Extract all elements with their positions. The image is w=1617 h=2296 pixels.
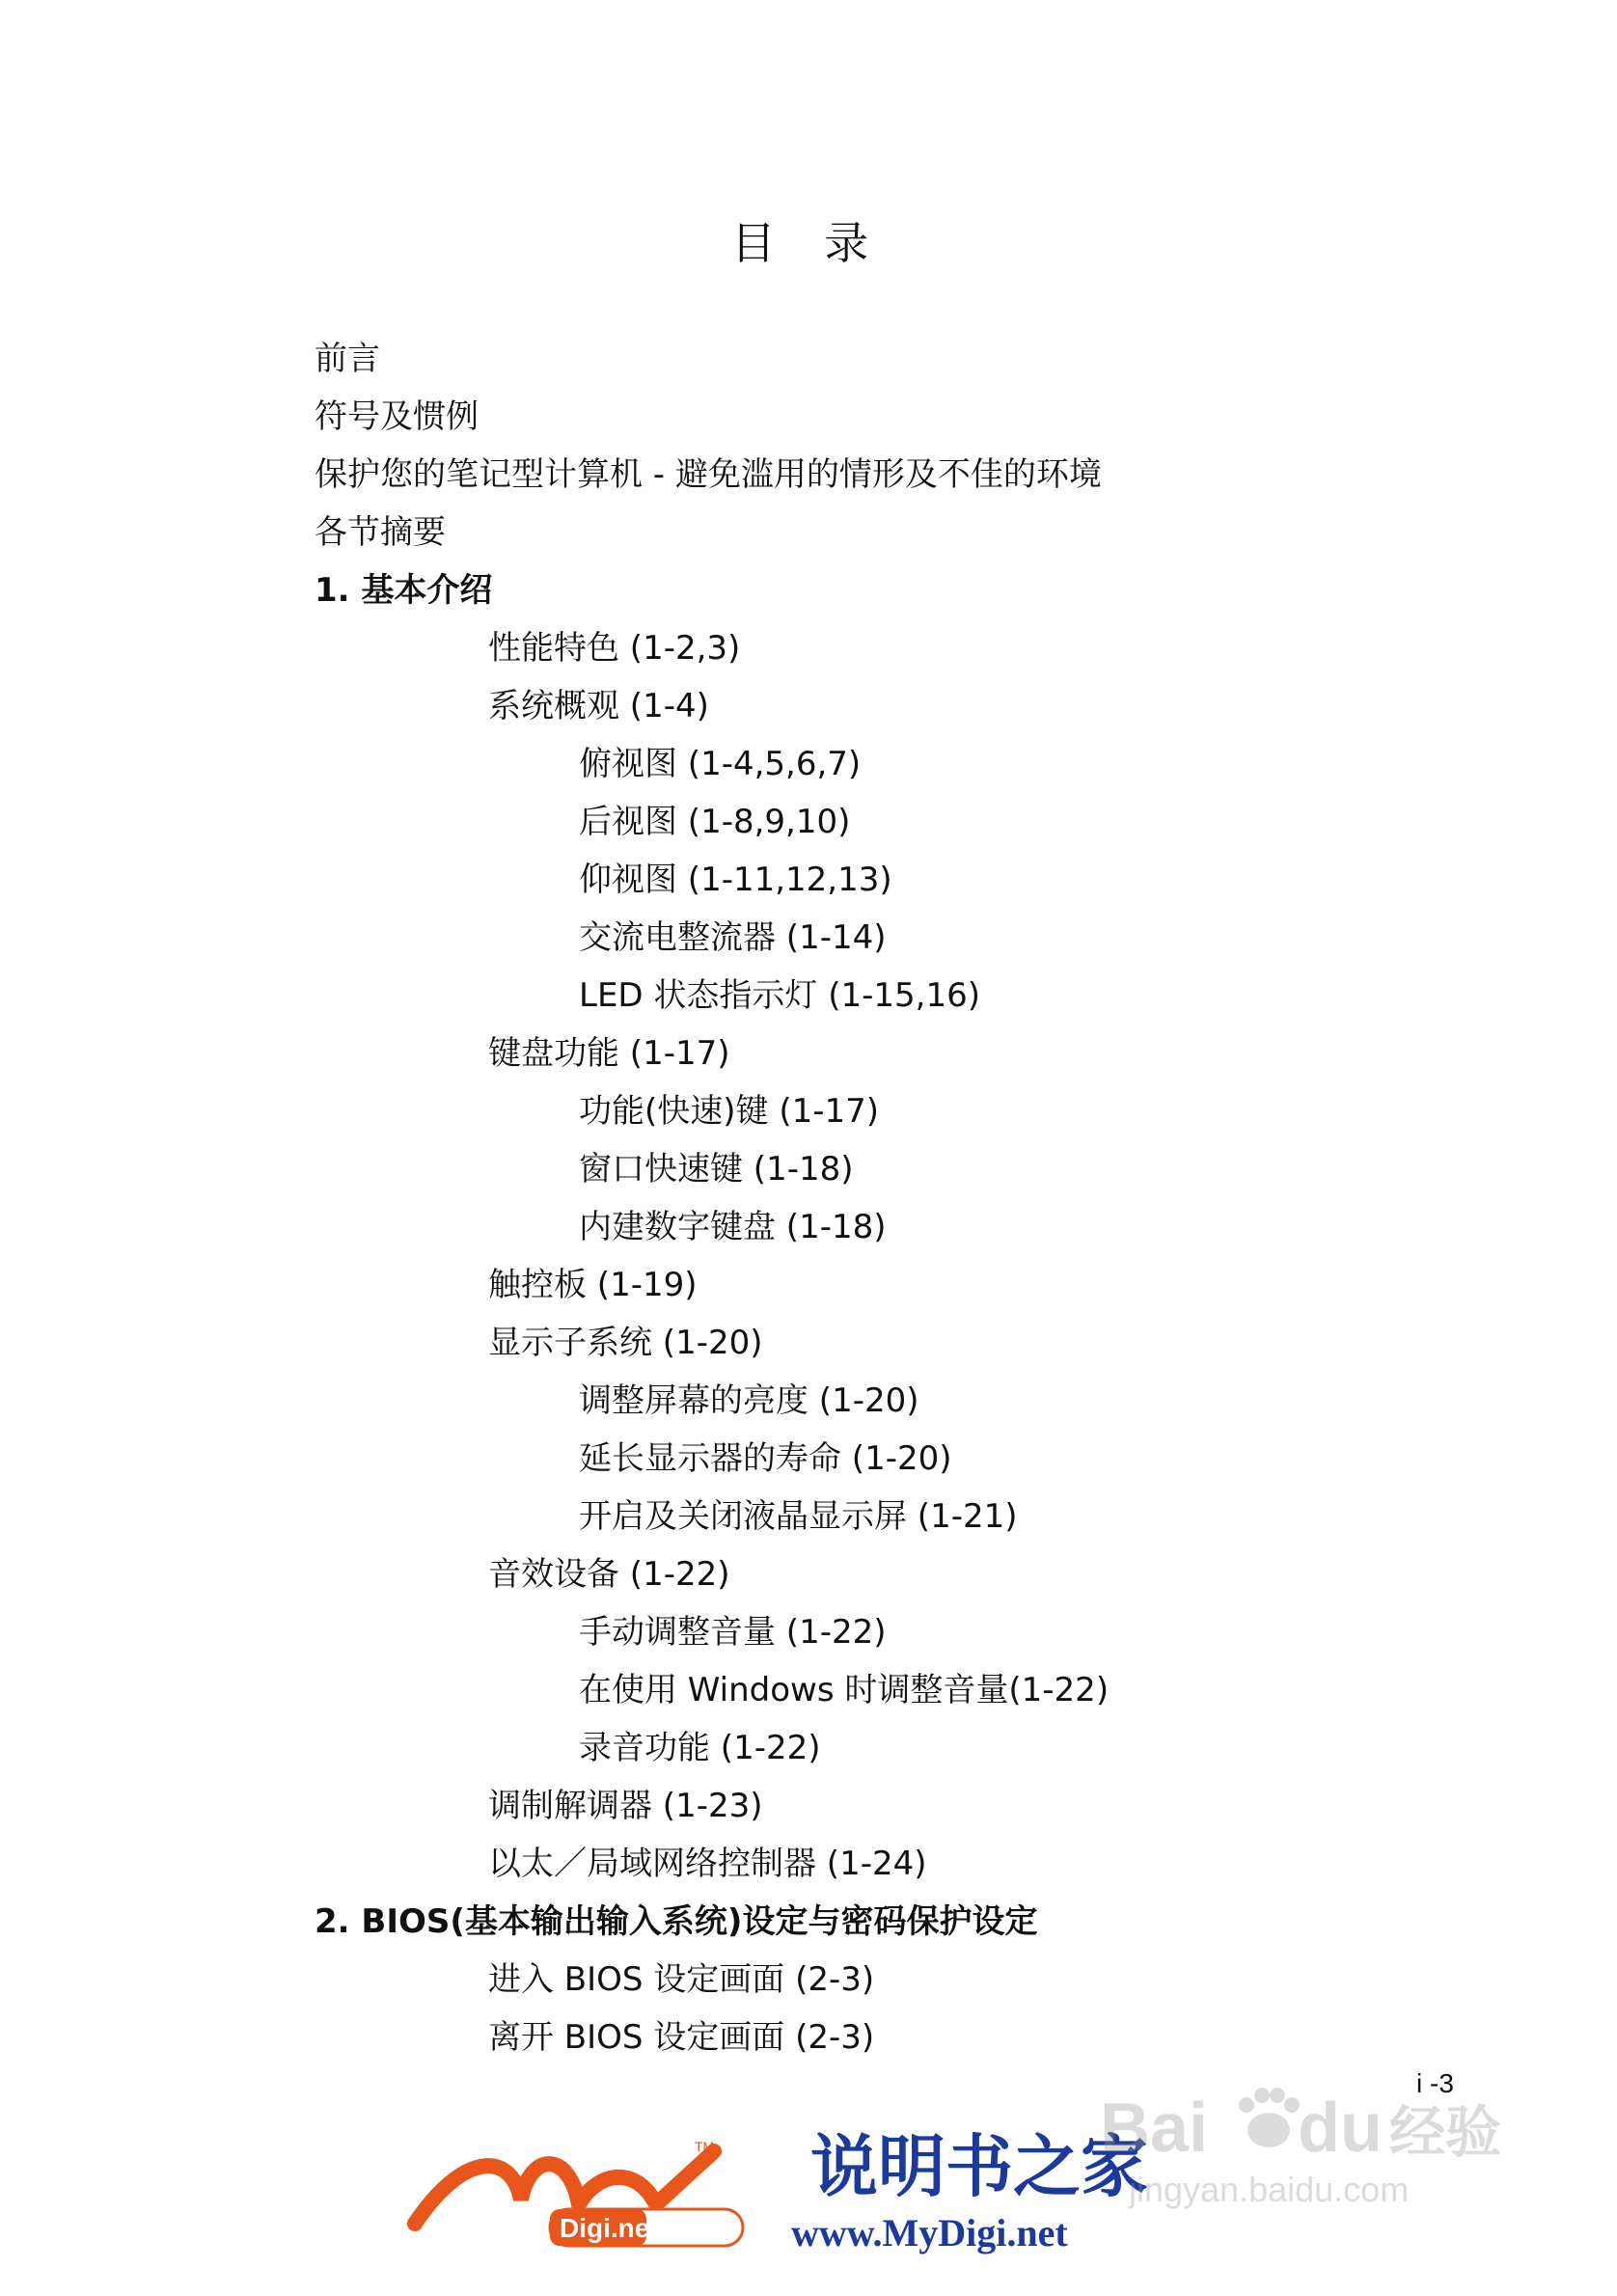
toc-entry: 前言: [315, 340, 380, 378]
toc-entry: 显示子系统 (1-20): [488, 1324, 763, 1362]
baidu-watermark: [1100, 2074, 1553, 2219]
brand-url: www.MyDigi.net: [791, 2211, 1068, 2255]
watermark-cn: 经验: [1389, 2099, 1502, 2165]
toc-entry: 调整屏幕的亮度 (1-20): [579, 1381, 919, 1420]
paw-icon: [1239, 2088, 1300, 2147]
toc-entry: LED 状态指示灯 (1-15,16): [579, 976, 980, 1015]
toc-entry: 键盘功能 (1-17): [488, 1034, 730, 1073]
toc-entry: 保护您的笔记型计算机 - 避免滥用的情形及不佳的环境: [315, 455, 1102, 494]
toc-entry: 开启及关闭液晶显示屏 (1-21): [579, 1497, 1018, 1536]
toc-entry: 延长显示器的寿命 (1-20): [579, 1439, 952, 1478]
toc-entry: 调制解调器 (1-23): [488, 1787, 763, 1825]
page-title: 目 录: [730, 217, 887, 269]
toc-entry: 内建数字键盘 (1-18): [579, 1208, 887, 1246]
toc-entry: 窗口快速键 (1-18): [579, 1150, 854, 1189]
logo-domain: Digi.net: [560, 2213, 659, 2243]
logo-tm: TM: [695, 2139, 715, 2154]
watermark-url: jingyan.baidu.com: [1129, 2170, 1410, 2209]
toc-entry: 录音功能 (1-22): [579, 1729, 821, 1767]
page-number: i -3: [1416, 2068, 1454, 2098]
toc-entry: 进入 BIOS 设定画面 (2-3): [488, 1960, 875, 1999]
watermark-du: du: [1298, 2090, 1383, 2167]
toc-entry: 离开 BIOS 设定画面 (2-3): [488, 2018, 875, 2057]
watermark-bai: Bai: [1100, 2090, 1209, 2167]
toc-entry: 以太／局域网络控制器 (1-24): [488, 1845, 927, 1883]
toc-entry: 在使用 Windows 时调整音量(1-22): [579, 1671, 1110, 1709]
toc-entry: 性能特色 (1-2,3): [488, 629, 741, 668]
toc-entry: 触控板 (1-19): [488, 1266, 698, 1304]
toc-entry: 手动调整音量 (1-22): [579, 1613, 887, 1652]
toc-entry: 后视图 (1-8,9,10): [579, 803, 851, 841]
toc-entry: 音效设备 (1-22): [488, 1555, 730, 1594]
toc-entry: 2. BIOS(基本输出输入系统)设定与密码保护设定: [315, 1902, 1038, 1941]
toc-entry: 仰视图 (1-11,12,13): [579, 861, 892, 899]
toc-entry: 1. 基本介绍: [315, 571, 493, 610]
toc-entry: 俯视图 (1-4,5,6,7): [579, 745, 862, 783]
toc-entry: 功能(快速)键 (1-17): [579, 1092, 880, 1131]
toc-entry: 系统概观 (1-4): [488, 687, 709, 725]
toc-entry: 交流电整流器 (1-14): [579, 918, 887, 957]
brand-name: 说明书之家: [810, 2126, 1148, 2206]
toc-entry: 各节摘要: [315, 513, 446, 552]
toc-entry: 符号及惯例: [315, 397, 479, 436]
